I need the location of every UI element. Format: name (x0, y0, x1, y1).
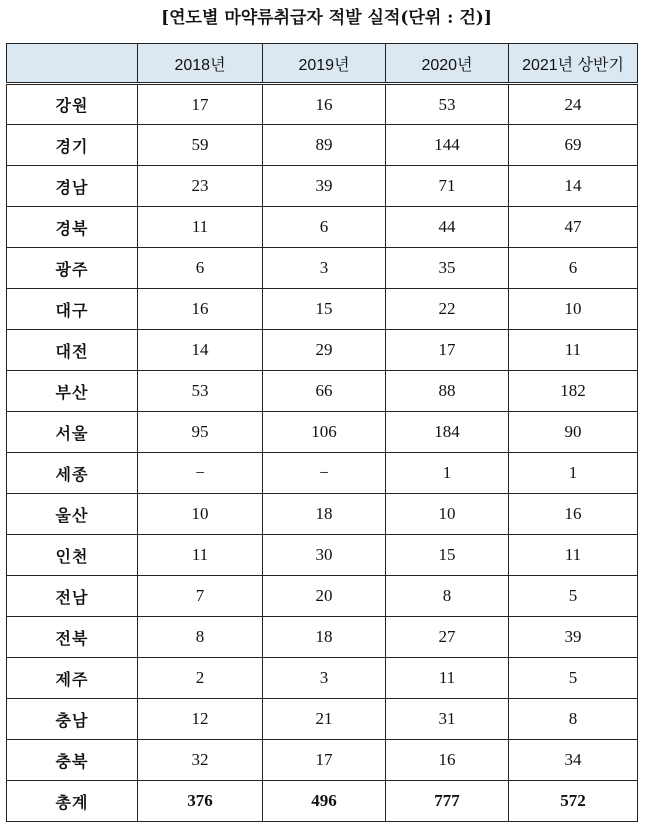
region-cell: 충남 (7, 699, 138, 740)
value-cell: 6 (138, 248, 263, 289)
table-row (7, 84, 638, 125)
region-cell: 강원 (7, 84, 138, 125)
table-body (7, 84, 638, 822)
value-cell: 35 (386, 248, 509, 289)
value-cell: 20 (263, 576, 386, 617)
value-cell: 376 (138, 781, 263, 822)
table-row (7, 576, 638, 617)
value-cell: 53 (386, 84, 509, 125)
value-cell: 2 (138, 658, 263, 699)
total-row (7, 781, 638, 822)
data-table (6, 43, 638, 822)
table-row (7, 740, 638, 781)
value-cell: 10 (386, 494, 509, 535)
value-cell: 44 (386, 207, 509, 248)
table-title: [연도별 마약류취급자 적발 실적(단위 : 건)] (161, 8, 492, 28)
value-cell: 1 (386, 453, 509, 494)
value-cell: 8 (138, 617, 263, 658)
value-cell: 11 (509, 330, 638, 371)
value-cell: 5 (509, 576, 638, 617)
value-cell: 6 (509, 248, 638, 289)
value-cell: 34 (509, 740, 638, 781)
value-cell: 14 (509, 166, 638, 207)
region-cell: 대구 (7, 289, 138, 330)
value-cell: 95 (138, 412, 263, 453)
value-cell: 16 (263, 84, 386, 125)
value-cell: 90 (509, 412, 638, 453)
value-cell: 12 (138, 699, 263, 740)
value-cell: − (263, 453, 386, 494)
value-cell: 496 (263, 781, 386, 822)
header-2018: 2018년 (138, 44, 263, 84)
region-cell: 경남 (7, 166, 138, 207)
value-cell: 11 (138, 207, 263, 248)
table-row (7, 207, 638, 248)
value-cell: 23 (138, 166, 263, 207)
value-cell: 7 (138, 576, 263, 617)
table-row (7, 166, 638, 207)
value-cell: 39 (509, 617, 638, 658)
value-cell: 144 (386, 125, 509, 166)
table-row (7, 412, 638, 453)
value-cell: 24 (509, 84, 638, 125)
value-cell: 8 (386, 576, 509, 617)
region-cell: 전북 (7, 617, 138, 658)
value-cell: 106 (263, 412, 386, 453)
region-cell: 울산 (7, 494, 138, 535)
value-cell: 184 (386, 412, 509, 453)
value-cell: 17 (386, 330, 509, 371)
value-cell: 10 (509, 289, 638, 330)
header-2019: 2019년 (263, 44, 386, 84)
value-cell: 8 (509, 699, 638, 740)
value-cell: 10 (138, 494, 263, 535)
region-cell: 경북 (7, 207, 138, 248)
value-cell: 777 (386, 781, 509, 822)
header-2020: 2020년 (386, 44, 509, 84)
table-row (7, 658, 638, 699)
region-cell: 서울 (7, 412, 138, 453)
table-row (7, 453, 638, 494)
table-row (7, 535, 638, 576)
value-cell: 59 (138, 125, 263, 166)
value-cell: 30 (263, 535, 386, 576)
value-cell: 22 (386, 289, 509, 330)
region-cell: 전남 (7, 576, 138, 617)
value-cell: 11 (138, 535, 263, 576)
value-cell: 6 (263, 207, 386, 248)
value-cell: 39 (263, 166, 386, 207)
table-row (7, 371, 638, 412)
table-row (7, 289, 638, 330)
value-cell: 15 (263, 289, 386, 330)
value-cell: 572 (509, 781, 638, 822)
region-cell: 대전 (7, 330, 138, 371)
header-2021-h1: 2021년 상반기 (509, 44, 638, 84)
region-cell: 제주 (7, 658, 138, 699)
value-cell: 17 (138, 84, 263, 125)
table-row (7, 330, 638, 371)
value-cell: 17 (263, 740, 386, 781)
region-cell: 인천 (7, 535, 138, 576)
table-row (7, 494, 638, 535)
value-cell: 66 (263, 371, 386, 412)
value-cell: 3 (263, 658, 386, 699)
value-cell: 53 (138, 371, 263, 412)
value-cell: 5 (509, 658, 638, 699)
region-cell: 충북 (7, 740, 138, 781)
value-cell: 18 (263, 494, 386, 535)
value-cell: 71 (386, 166, 509, 207)
value-cell: 15 (386, 535, 509, 576)
value-cell: − (138, 453, 263, 494)
value-cell: 89 (263, 125, 386, 166)
region-cell: 부산 (7, 371, 138, 412)
value-cell: 32 (138, 740, 263, 781)
region-cell: 경기 (7, 125, 138, 166)
value-cell: 3 (263, 248, 386, 289)
value-cell: 16 (138, 289, 263, 330)
value-cell: 69 (509, 125, 638, 166)
value-cell: 18 (263, 617, 386, 658)
header-row (7, 44, 638, 84)
region-cell: 세종 (7, 453, 138, 494)
table-row (7, 125, 638, 166)
table-row (7, 699, 638, 740)
value-cell: 47 (509, 207, 638, 248)
value-cell: 31 (386, 699, 509, 740)
value-cell: 16 (509, 494, 638, 535)
value-cell: 29 (263, 330, 386, 371)
value-cell: 88 (386, 371, 509, 412)
region-cell: 총계 (7, 781, 138, 822)
value-cell: 21 (263, 699, 386, 740)
table-row (7, 617, 638, 658)
value-cell: 14 (138, 330, 263, 371)
value-cell: 1 (509, 453, 638, 494)
value-cell: 11 (386, 658, 509, 699)
value-cell: 16 (386, 740, 509, 781)
value-cell: 27 (386, 617, 509, 658)
region-cell: 광주 (7, 248, 138, 289)
value-cell: 182 (509, 371, 638, 412)
table-row (7, 248, 638, 289)
value-cell: 11 (509, 535, 638, 576)
header-corner (7, 44, 138, 84)
